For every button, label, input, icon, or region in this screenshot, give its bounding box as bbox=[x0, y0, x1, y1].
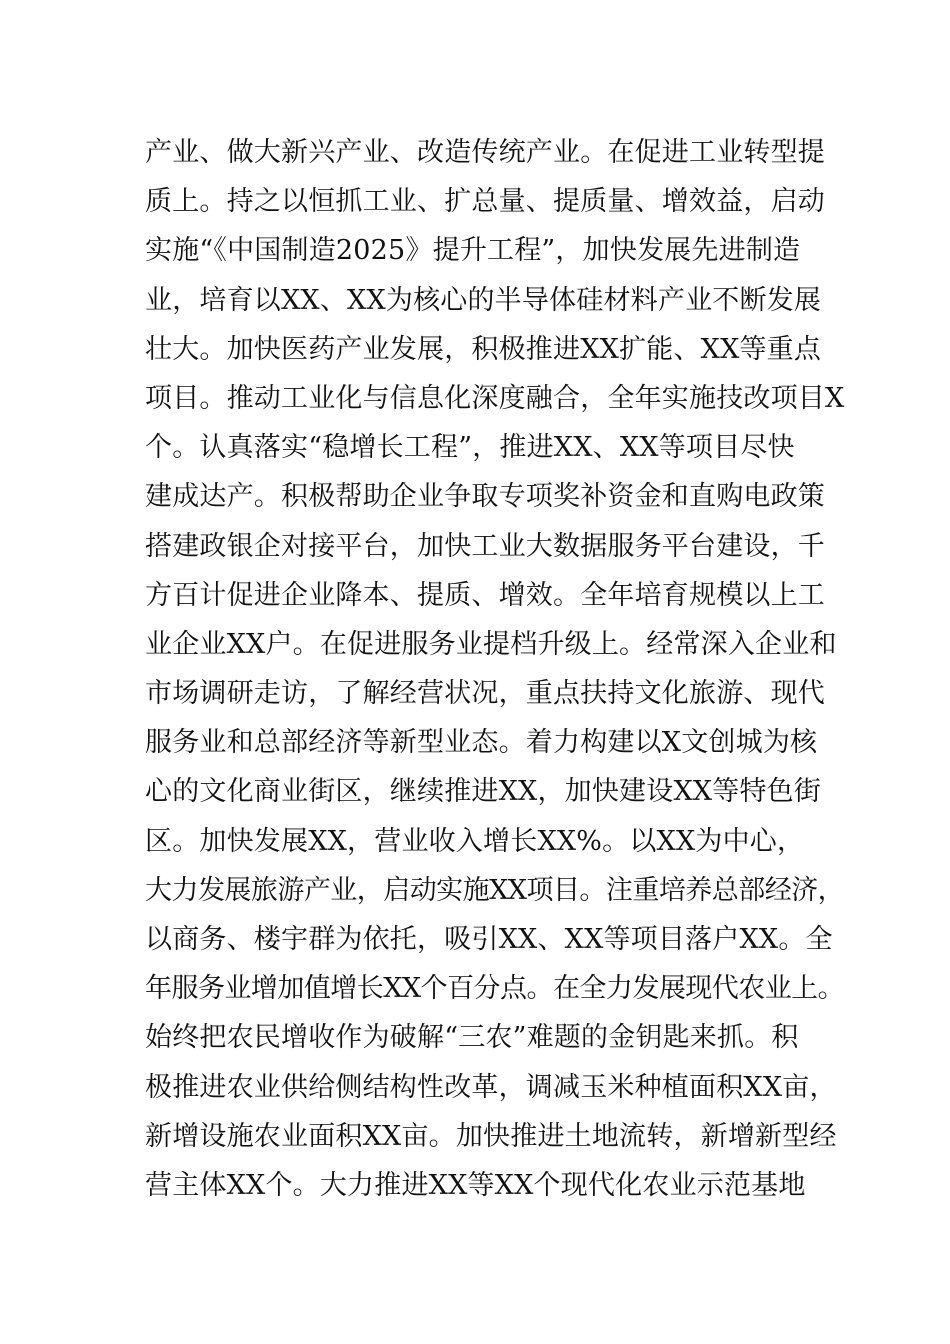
text-line: 实施“《中国制造2025》提升工程”，加快发展先进制造 bbox=[145, 235, 801, 267]
body-paragraph bbox=[145, 128, 845, 1210]
text-line: 心的文化商业街区，继续推进XX，加快建设XX等特色街 bbox=[145, 776, 822, 808]
text-line: 区。加快发展XX，营业收入增长XX%。以XX为中心， bbox=[145, 825, 805, 857]
text-line: 极推进农业供给侧结构性改革，调减玉米种植面积XX亩， bbox=[145, 1071, 837, 1103]
text-line: 质上。持之以恒抓工业、扩总量、提质量、增效益，启动 bbox=[145, 186, 825, 218]
text-line: 以商务、楼宇群为依托，吸引XX、XX等项目落户XX。全 bbox=[145, 924, 833, 955]
text-line: 方百计促进企业降本、提质、增效。全年培育规模以上工 bbox=[145, 579, 825, 611]
text-line: 年服务业增加值增长XX个百分点。在全力发展现代农业上。 bbox=[145, 973, 845, 1005]
text-line: 项目。推动工业化与信息化深度融合，全年实施技改项目X bbox=[145, 382, 845, 414]
text-line: 产业、做大新兴产业、改造传统产业。在促进工业转型提 bbox=[145, 137, 825, 168]
text-line: 壮大。加快医药产业发展，积极推进XX扩能、XX等重点 bbox=[145, 333, 822, 365]
text-line: 新增设施农业面积XX亩。加快推进土地流转，新增新型经 bbox=[145, 1120, 837, 1152]
text-line: 大力发展旅游产业，启动实施XX项目。注重培养总部经济， bbox=[145, 874, 845, 906]
text-line: 业，培育以XX、XX为核心的半导体硅材料产业不断发展 bbox=[145, 284, 822, 316]
text-line: 个。认真落实“稳增长工程”，推进XX、XX等项目尽快 bbox=[145, 432, 795, 464]
text-line: 服务业和总部经济等新型业态。着力构建以X文创城为核 bbox=[145, 727, 818, 759]
text-line: 市场调研走访，了解经营状况，重点扶持文化旅游、现代 bbox=[145, 678, 825, 710]
text-line: 业企业XX户。在促进服务业提档升级上。经常深入企业和 bbox=[145, 628, 837, 660]
text-line: 搭建政银企对接平台，加快工业大数据服务平台建设，千 bbox=[145, 530, 825, 562]
text-line: 营主体XX个。大力推进XX等XX个现代化农业示范基地 bbox=[145, 1169, 806, 1201]
text-line: 建成达产。积极帮助企业争取专项奖补资金和直购电政策 bbox=[145, 481, 825, 513]
text-line: 始终把农民增收作为破解“三农”难题的金钥匙来抓。积 bbox=[145, 1022, 799, 1054]
